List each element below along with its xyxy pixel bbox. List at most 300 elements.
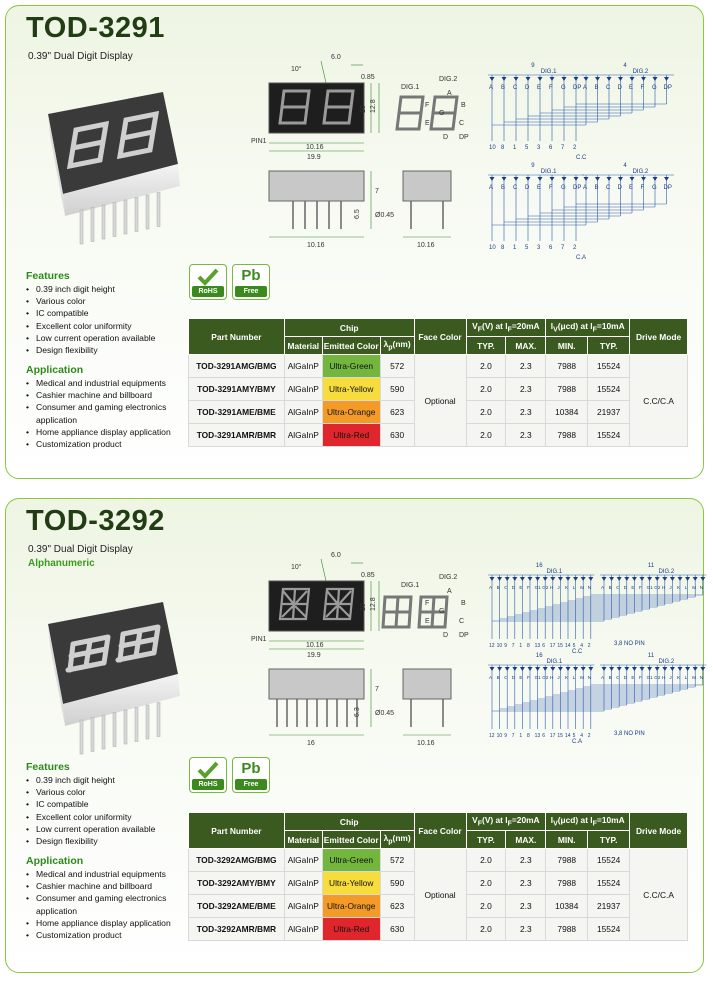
compliance-badges xyxy=(189,757,279,793)
led-diode-icon xyxy=(543,667,548,671)
dim-d65: 6.5 xyxy=(354,209,361,219)
segment-label: E xyxy=(537,185,542,191)
application-item: • Home appliance display application xyxy=(26,917,186,929)
segment-label: G1 xyxy=(534,585,541,590)
segment-label: N xyxy=(587,585,592,590)
segment-label: A xyxy=(601,675,605,680)
segment-label: J xyxy=(557,675,560,680)
led-diode-icon xyxy=(505,577,510,581)
segment-label: B xyxy=(496,585,500,590)
rohs-badge xyxy=(189,757,227,793)
feature-item: • Excellent color uniformity xyxy=(26,811,186,823)
pin-number: 1 xyxy=(513,245,517,251)
th-part-number: Part Number xyxy=(189,319,285,355)
seg-d-label: D xyxy=(443,632,449,639)
led-diode-icon xyxy=(595,177,600,181)
seg-b-label: B xyxy=(461,102,466,109)
led-diode-icon xyxy=(490,177,495,181)
segment-label: C xyxy=(504,585,508,590)
led-diode-icon xyxy=(538,177,543,181)
seg-dp-label: DP xyxy=(459,632,469,639)
wavelength: 590 xyxy=(380,872,414,895)
application-item: • Consumer and gaming electronics application xyxy=(26,401,186,425)
emitted-color: Ultra-Yellow xyxy=(322,378,380,401)
led-diode-icon xyxy=(655,667,660,671)
vf-max: 2.3 xyxy=(506,895,546,918)
part-number: TOD-3291AMR/BMR xyxy=(189,424,285,447)
vf-max: 2.3 xyxy=(506,378,546,401)
led-diode-icon xyxy=(602,577,607,581)
segment-label: B xyxy=(501,185,506,191)
segment-label: F xyxy=(639,675,642,680)
vf-typ: 2.0 xyxy=(466,895,506,918)
pin-number: 10 xyxy=(489,145,496,151)
led-diode-icon xyxy=(558,667,563,671)
led-diode-icon xyxy=(562,77,567,81)
led-diode-icon xyxy=(497,577,502,581)
segment-label: F xyxy=(549,185,553,191)
led-diode-icon xyxy=(573,577,578,581)
th-material: Material xyxy=(284,337,322,355)
wavelength: 590 xyxy=(380,378,414,401)
circuit-dig1-label: DIG.1 xyxy=(546,659,563,665)
circuit-dig1-label: DIG.1 xyxy=(540,69,557,75)
dim-h1: 10 xyxy=(360,105,367,113)
iv-typ: 15524 xyxy=(588,424,630,447)
iv-typ: 15524 xyxy=(588,918,630,941)
led-diode-icon xyxy=(700,667,705,671)
free-label: Free xyxy=(235,286,267,297)
segment-label: F xyxy=(640,85,645,91)
led-diode-icon xyxy=(632,577,637,581)
seg-c-label: C xyxy=(459,618,465,625)
dim-w2: 19.9 xyxy=(307,652,321,659)
wavelength: 623 xyxy=(380,401,414,424)
pin-number: 6 xyxy=(549,145,553,151)
segment-label: G2 xyxy=(542,675,549,680)
pin-number: 12 xyxy=(489,643,495,649)
seg-dp-label: DP xyxy=(459,134,469,141)
digit-dig1-label: DIG.1 xyxy=(401,582,420,589)
wavelength: 572 xyxy=(380,355,414,378)
led-diode-icon xyxy=(502,77,507,81)
feature-item: • Various color xyxy=(26,295,186,307)
led-diode-icon xyxy=(581,667,586,671)
vf-typ: 2.0 xyxy=(466,401,506,424)
segment-label: G1 xyxy=(534,675,541,680)
material: AlGaInP xyxy=(284,401,322,424)
application-item: • Cashier machine and billboard xyxy=(26,880,186,892)
emitted-color: Ultra-Orange xyxy=(322,895,380,918)
pin-number: 1 xyxy=(513,145,517,151)
material: AlGaInP xyxy=(284,918,322,941)
led-diode-icon xyxy=(632,667,637,671)
application-item: • Medical and industrial equipments xyxy=(26,377,186,389)
features-list xyxy=(26,283,186,356)
segment-label: G1 xyxy=(646,585,653,590)
segment-label: M xyxy=(580,585,585,590)
dim-pitch: 6.0 xyxy=(331,54,341,61)
segment-label: F xyxy=(639,585,642,590)
pin-number: 15 xyxy=(557,643,563,649)
th-vf: $V_F(V)$ at $I_F=20mA$ xyxy=(466,813,546,831)
iv-typ: 15524 xyxy=(588,355,630,378)
application-item: • Medical and industrial equipments xyxy=(26,868,186,880)
seg-e-label: E xyxy=(425,618,430,625)
emitted-color: Ultra-Yellow xyxy=(322,872,380,895)
segment-label: A xyxy=(489,585,493,590)
led-diode-icon xyxy=(526,77,531,81)
segment-label: DP xyxy=(663,185,672,191)
led-diode-icon xyxy=(588,577,593,581)
feature-item: • Design flexibility xyxy=(26,344,186,356)
dim-w3: 16 xyxy=(307,740,315,747)
segment-label: G1 xyxy=(646,675,653,680)
led-diode-icon xyxy=(653,177,658,181)
dim-h2: 12.8 xyxy=(370,99,377,113)
th-lambda: $\lambda_p(nm)$ xyxy=(380,337,414,355)
circuit-diagram-cc xyxy=(484,561,704,655)
part-number: TOD-3291AMY/BMY xyxy=(189,378,285,401)
seg-e-label: E xyxy=(425,120,430,127)
circuit-diagram-cc xyxy=(484,61,694,161)
iv-typ: 15524 xyxy=(588,378,630,401)
led-diode-icon xyxy=(624,577,629,581)
part-number: TOD-3291AMG/BMG xyxy=(189,355,285,378)
th-iv: $I_V(\mu cd)$ at $I_F=10mA$ xyxy=(546,813,630,831)
segment-label: K xyxy=(677,675,681,680)
seg-g-label: G xyxy=(439,608,445,615)
segment-label: J xyxy=(669,675,672,680)
iv-typ: 21937 xyxy=(588,401,630,424)
led-diode-icon xyxy=(685,577,690,581)
vf-typ: 2.0 xyxy=(466,424,506,447)
segment-label: DP xyxy=(663,85,672,91)
dim-w4: 10.16 xyxy=(417,242,435,249)
emitted-color: Ultra-Orange xyxy=(322,401,380,424)
segment-label: C xyxy=(616,585,620,590)
led-diode-icon xyxy=(670,667,675,671)
iv-typ: 21937 xyxy=(588,895,630,918)
led-diode-icon xyxy=(588,667,593,671)
pin-number: 8 xyxy=(527,733,530,739)
led-diode-icon xyxy=(670,577,675,581)
segment-label: N xyxy=(587,675,592,680)
product-subtitle-variant: Alphanumeric xyxy=(28,558,95,569)
seg-a-label: A xyxy=(447,588,452,595)
pb-label: Pb xyxy=(241,267,261,284)
seg-a-label: A xyxy=(447,90,452,97)
th-face-color: Face Color xyxy=(414,319,466,355)
led-diode-icon xyxy=(664,77,669,81)
th-vf-max: MAX. xyxy=(506,337,546,355)
segment-label: K xyxy=(565,585,569,590)
th-drive-mode: Drive Mode xyxy=(630,813,688,849)
segment-label: G xyxy=(652,185,657,191)
led-diode-icon xyxy=(607,177,612,181)
segment-label: G2 xyxy=(654,675,661,680)
application-list xyxy=(26,868,186,941)
emitted-color: Ultra-Red xyxy=(322,918,380,941)
segment-label: C xyxy=(616,675,620,680)
feature-item: • IC compatible xyxy=(26,798,186,810)
led-diode-icon xyxy=(617,667,622,671)
segment-label: D xyxy=(617,185,622,191)
check-icon xyxy=(191,266,225,288)
led-diode-icon xyxy=(543,577,548,581)
circuit-dig1-label: DIG.1 xyxy=(546,569,563,575)
segment-label: D xyxy=(623,675,628,680)
segment-label: J xyxy=(557,585,560,590)
segment-label: L xyxy=(684,675,688,680)
segment-label: A xyxy=(489,85,494,91)
no-pin-note: 3,8 NO PIN xyxy=(614,731,645,737)
iv-min: 10384 xyxy=(546,401,588,424)
pin-number: 7 xyxy=(561,145,565,151)
dim-slant: 10° xyxy=(291,564,302,571)
pin-number: 4 xyxy=(580,733,583,739)
rohs-label: RoHS xyxy=(192,286,224,297)
vf-typ: 2.0 xyxy=(466,849,506,872)
free-label: Free xyxy=(235,779,267,790)
pin-number: 12 xyxy=(489,733,495,739)
product-card-1 xyxy=(5,5,704,479)
circuit-type-label: C.C xyxy=(576,155,587,161)
circuit-diagram-ca xyxy=(484,651,704,745)
pin-number: 7 xyxy=(511,733,515,739)
application-item: • Consumer and gaming electronics application xyxy=(26,892,186,916)
segment-label: H xyxy=(661,675,666,680)
vf-max: 2.3 xyxy=(506,355,546,378)
seg-b-label: B xyxy=(461,600,466,607)
iv-min: 7988 xyxy=(546,872,588,895)
vf-max: 2.3 xyxy=(506,401,546,424)
pin-number: 13 xyxy=(534,643,541,649)
led-diode-icon xyxy=(574,177,579,181)
segment-label: F xyxy=(527,585,530,590)
product-title: TOD-3291 xyxy=(26,12,165,44)
th-drive-mode: Drive Mode xyxy=(630,319,688,355)
dim-seg: 0.85 xyxy=(361,572,375,579)
pin-number: 2 xyxy=(587,733,591,739)
wavelength: 572 xyxy=(380,849,414,872)
vf-typ: 2.0 xyxy=(466,355,506,378)
segment-label: B xyxy=(496,675,500,680)
segment-label: E xyxy=(519,675,523,680)
th-chip: Chip xyxy=(284,813,414,831)
segment-label: K xyxy=(565,675,569,680)
led-diode-icon xyxy=(514,177,519,181)
segment-label: D xyxy=(617,85,622,91)
product-photo xyxy=(28,74,188,254)
pin-number: 5 xyxy=(572,643,576,649)
pin-number: 17 xyxy=(549,643,556,649)
product-subtitle: 0.39" Dual Digit Display xyxy=(28,544,133,555)
segment-label: A xyxy=(583,185,588,191)
pin-number: 2 xyxy=(573,145,577,151)
led-diode-icon xyxy=(609,667,614,671)
pin-number: 5 xyxy=(572,733,576,739)
th-iv-typ: TYP. xyxy=(588,337,630,355)
pin-number: 8 xyxy=(527,643,530,649)
common-pin-1: 9 xyxy=(531,163,535,169)
dim-w1: 10.16 xyxy=(306,642,324,649)
segment-label: N xyxy=(699,585,704,590)
pin-number: 5 xyxy=(525,245,529,251)
segment-label: C xyxy=(606,185,611,191)
segment-label: C xyxy=(606,85,611,91)
segment-label: E xyxy=(537,85,542,91)
product-title: TOD-3292 xyxy=(26,505,165,537)
led-diode-icon xyxy=(678,577,683,581)
feature-item: • Low current operation available xyxy=(26,823,186,835)
iv-typ: 15524 xyxy=(588,872,630,895)
part-number: TOD-3291AME/BME xyxy=(189,401,285,424)
segment-label: B xyxy=(594,185,599,191)
pin-number: 6 xyxy=(549,245,553,251)
seg-d-label: D xyxy=(443,134,449,141)
compliance-badges xyxy=(189,264,279,300)
segment-label: L xyxy=(572,675,576,680)
led-diode-icon xyxy=(624,667,629,671)
segment-label: A xyxy=(489,675,493,680)
led-diode-icon xyxy=(584,77,589,81)
pin-number: 1 xyxy=(519,733,523,739)
segment-label: M xyxy=(692,585,697,590)
th-vf-typ: TYP. xyxy=(466,337,506,355)
pin-number: 9 xyxy=(504,643,507,649)
led-diode-icon xyxy=(520,577,525,581)
pin-number: 7 xyxy=(511,643,515,649)
no-pin-note: 3,8 NO PIN xyxy=(614,641,645,647)
check-icon xyxy=(191,759,225,781)
segment-label: F xyxy=(549,85,553,91)
pin1-label: PIN1 xyxy=(251,636,267,643)
led-diode-icon xyxy=(558,577,563,581)
spec-table xyxy=(188,812,688,941)
circuit-dig2-label: DIG.2 xyxy=(658,659,675,665)
application-list xyxy=(26,377,186,450)
segment-label: E xyxy=(631,585,635,590)
led-diode-icon xyxy=(618,77,623,81)
wavelength: 630 xyxy=(380,918,414,941)
dim-h2: 12.8 xyxy=(370,597,377,611)
digit-dig2-label: DIG.2 xyxy=(439,574,458,581)
application-item: • Home appliance display application xyxy=(26,426,186,438)
th-iv-min: MIN. xyxy=(546,831,588,849)
spec-table xyxy=(188,318,688,447)
segment-label: G xyxy=(561,85,566,91)
dim-w4: 10.16 xyxy=(417,740,435,747)
vf-max: 2.3 xyxy=(506,918,546,941)
led-diode-icon xyxy=(662,577,667,581)
feature-item: • Design flexibility xyxy=(26,835,186,847)
common-pin-2: 4 xyxy=(623,163,627,169)
vf-max: 2.3 xyxy=(506,872,546,895)
pin1-label: PIN1 xyxy=(251,138,267,145)
segment-label: G2 xyxy=(542,585,549,590)
iv-min: 7988 xyxy=(546,424,588,447)
led-diode-icon xyxy=(662,667,667,671)
led-diode-icon xyxy=(581,577,586,581)
seg-g-label: G xyxy=(439,110,445,117)
pin-number: 7 xyxy=(561,245,565,251)
led-diode-icon xyxy=(647,577,652,581)
table-row xyxy=(189,355,688,378)
material: AlGaInP xyxy=(284,355,322,378)
common-pin-2: 11 xyxy=(647,653,655,659)
led-diode-icon xyxy=(617,577,622,581)
dim-seg: 0.85 xyxy=(361,74,375,81)
led-diode-icon xyxy=(641,177,646,181)
led-diode-icon xyxy=(678,667,683,671)
pin-number: 9 xyxy=(504,733,507,739)
dim-slant: 10° xyxy=(291,66,302,73)
led-diode-icon xyxy=(512,577,517,581)
led-diode-icon xyxy=(664,177,669,181)
segment-label: D xyxy=(525,85,530,91)
segment-label: L xyxy=(572,585,576,590)
led-diode-icon xyxy=(550,667,555,671)
led-diode-icon xyxy=(607,77,612,81)
digit-dig1-label: DIG.1 xyxy=(401,84,420,91)
material: AlGaInP xyxy=(284,378,322,401)
common-pin-1: 16 xyxy=(535,653,543,659)
circuit-dig2-label: DIG.2 xyxy=(632,69,649,75)
dim-w2: 19.9 xyxy=(307,154,321,161)
feature-item: • 0.39 inch digit height xyxy=(26,774,186,786)
dim-d7: 7 xyxy=(375,686,379,693)
common-pin-2: 4 xyxy=(623,63,627,69)
led-diode-icon xyxy=(584,177,589,181)
th-iv: $I_V(\mu cd)$ at $I_F=10mA$ xyxy=(546,319,630,337)
circuit-type-label: C.C xyxy=(572,649,583,655)
seg-f-label: F xyxy=(425,600,430,607)
segment-label: G xyxy=(652,85,657,91)
vf-max: 2.3 xyxy=(506,849,546,872)
application-item: • Cashier machine and billboard xyxy=(26,389,186,401)
dim-w3: 10.16 xyxy=(307,242,325,249)
segment-label: G xyxy=(561,185,566,191)
segment-label: D xyxy=(525,185,530,191)
seg-f-label: F xyxy=(425,102,430,109)
drive-mode: C.C/C.A xyxy=(630,355,688,447)
dimension-drawing xyxy=(251,549,476,749)
segment-label: D xyxy=(623,585,628,590)
vf-max: 2.3 xyxy=(506,424,546,447)
segment-label: H xyxy=(661,585,666,590)
led-diode-icon xyxy=(618,177,623,181)
feature-item: • Various color xyxy=(26,786,186,798)
pin-number: 5 xyxy=(525,145,529,151)
led-diode-icon xyxy=(574,77,579,81)
segment-label: K xyxy=(677,585,681,590)
led-diode-icon xyxy=(526,177,531,181)
table-row xyxy=(189,849,688,872)
drive-mode: C.C/C.A xyxy=(630,849,688,941)
pin-number: 15 xyxy=(557,733,563,739)
led-diode-icon xyxy=(640,577,645,581)
led-diode-icon xyxy=(655,577,660,581)
feature-item: • 0.39 inch digit height xyxy=(26,283,186,295)
iv-min: 7988 xyxy=(546,378,588,401)
segment-label: A xyxy=(583,85,588,91)
led-diode-icon xyxy=(528,667,533,671)
led-diode-icon xyxy=(528,577,533,581)
pin-number: 13 xyxy=(534,733,541,739)
pin-number: 2 xyxy=(573,245,577,251)
dim-d7: 7 xyxy=(375,188,379,195)
